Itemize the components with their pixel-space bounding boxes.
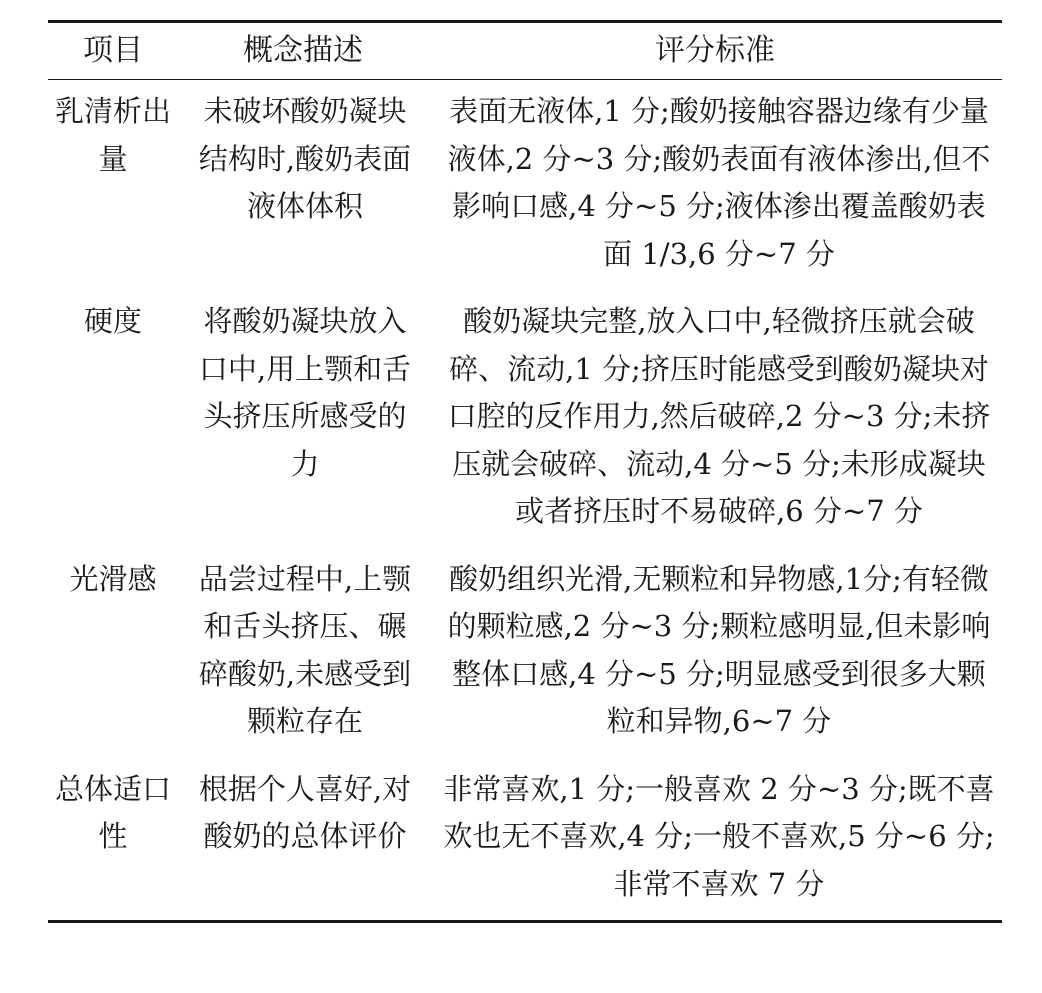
criteria-text: 非常喜欢,1 分;一般喜欢 2 分~3 分;既不喜欢也无不喜欢,4 分;一般不喜欢,5 分~6 分;非常不喜欢 7 分 [443,771,995,901]
cell-description [178,758,428,922]
criteria-text: 酸奶组织光滑,无颗粒和异物感,1分;有轻微的颗粒感,2 分~3 分;颗粒感明显,但未影响整体口感,4 分~5 分;明显感受到很多大颗粒和异物,6~7 分 [447,561,991,738]
criteria-text: 酸奶凝块完整,放入口中,轻微挤压就会破碎、流动,1 分;挤压时能感受到酸奶凝块对口腔的反作用力,然后破碎,2 分~3 分;未挤压就会破碎、流动,4 分~5 分;未形成凝块或者挤压时不易破碎,6 分~7 分 [447,304,991,528]
cell-item [48,548,178,758]
description-text: 根据个人喜好,对酸奶的总体评价 [198,771,412,853]
criteria-text: 表面无液体,1 分;酸奶接触容器边缘有少量液体,2 分~3 分;酸奶表面有液体渗出,但不影响口感,4 分~5 分;液体渗出覆盖酸奶表面 1/3,6 分~7 分 [447,94,991,271]
table-row [48,80,1002,291]
cell-criteria [428,80,1002,291]
description-text: 品尝过程中,上颚和舌头挤压、碾碎酸奶,未感受到颗粒存在 [198,561,412,738]
item-label: 总体适口性 [54,771,171,853]
header-item: 项目 [83,33,143,68]
item-label: 光滑感 [69,561,157,596]
table-row [48,290,1002,548]
header-criteria: 评分标准 [655,33,775,68]
cell-description [178,80,428,291]
cell-criteria [428,548,1002,758]
header-row [48,22,1002,80]
table-row [48,548,1002,758]
table-body [48,80,1002,922]
description-text: 将酸奶凝块放入口中,用上颚和舌头挤压所感受的力 [198,304,412,481]
scoring-criteria-table-container [48,20,1002,923]
header-description: 概念描述 [243,33,363,68]
cell-description [178,548,428,758]
cell-item [48,80,178,291]
description-text: 未破坏酸奶凝块结构时,酸奶表面液体体积 [198,94,412,223]
item-label: 硬度 [83,304,142,338]
scoring-criteria-table [48,20,1002,923]
table-row [48,758,1002,922]
item-label: 乳清析出量 [54,94,171,176]
cell-criteria [428,290,1002,548]
cell-criteria [428,758,1002,922]
cell-item [48,758,178,922]
cell-item [48,290,178,548]
cell-description [178,290,428,548]
table-header [48,22,1002,80]
